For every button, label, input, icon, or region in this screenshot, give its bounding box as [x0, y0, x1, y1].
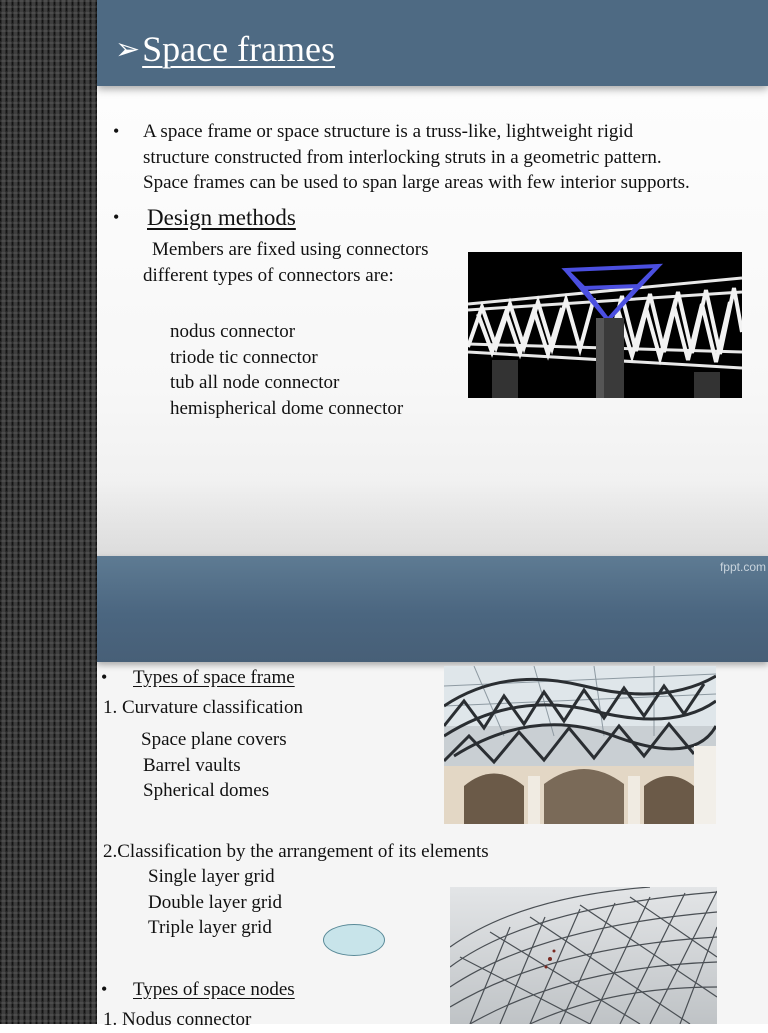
curvature-list	[141, 727, 287, 804]
curvature-heading: 1. Curvature classification	[103, 697, 303, 718]
curvature-item: Barrel vaults	[143, 754, 241, 776]
arrangement-item: Double layer grid	[148, 891, 283, 913]
nodes-first-item: 1. Nodus connector	[103, 1009, 252, 1030]
bullet-icon: •	[113, 207, 120, 227]
curvature-item: Spherical domes	[143, 780, 270, 801]
arrow-bullet-icon: ➢	[115, 32, 141, 66]
title-bar	[97, 0, 768, 86]
dome-lattice-photo	[450, 887, 717, 1024]
bullet-icon: •	[101, 979, 108, 999]
design-methods-heading: Design methods	[147, 205, 296, 230]
connector-item: tub all node connector	[170, 372, 340, 393]
bullet-icon: •	[101, 667, 108, 687]
slide-bottom-shadow	[97, 480, 768, 556]
bullet-icon: •	[113, 121, 120, 141]
page-title	[115, 28, 335, 70]
intro-line: A space frame or space structure is a truss-like, lightweight rigid	[143, 121, 634, 142]
arrangement-item: Single layer grid	[148, 866, 275, 887]
side-pattern-strip	[0, 0, 97, 1024]
oval-shape	[323, 924, 385, 956]
nodes-heading: Types of space nodes	[133, 979, 295, 1000]
intro-paragraph	[143, 119, 690, 196]
space-frame-render-image	[468, 252, 742, 398]
intro-line: structure constructed from interlocking struts in a geometric pattern.	[143, 146, 662, 168]
slide-types-of-space-frame	[97, 556, 768, 1030]
curvature-item: Space plane covers	[141, 729, 287, 750]
arrangement-heading: 2.Classification by the arrangement of its elements	[103, 841, 489, 862]
members-line: Members are fixed using connectors	[152, 239, 429, 260]
members-paragraph	[143, 237, 428, 288]
types-heading: Types of space frame	[133, 667, 295, 688]
title-bar	[97, 556, 768, 662]
arrangement-item: Triple layer grid	[148, 917, 272, 938]
connector-item: nodus connector	[170, 321, 296, 342]
members-line: different types of connectors are:	[143, 264, 394, 286]
connector-item: triode tic connector	[170, 346, 318, 368]
title-text: Space frames	[142, 29, 336, 69]
intro-line: Space frames can be used to span large areas with few interior supports.	[143, 172, 690, 193]
atrium-roof-photo	[444, 666, 716, 824]
slide-space-frames	[97, 0, 768, 556]
watermark: fppt.com	[719, 560, 766, 574]
connector-list	[170, 319, 403, 421]
arrangement-list	[148, 864, 282, 941]
connector-item: hemispherical dome connector	[170, 397, 404, 419]
